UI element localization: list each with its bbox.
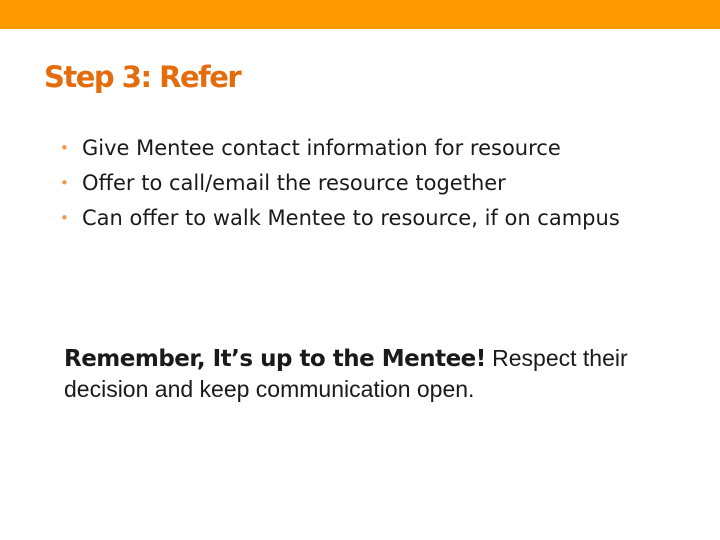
closing-note-text: Respect their decision and keep communication open. bbox=[64, 345, 628, 402]
bullet-icon: • bbox=[60, 209, 69, 227]
closing-note bbox=[64, 343, 704, 405]
bullet-text: Offer to call/email the resource together bbox=[82, 171, 506, 195]
bullet-text: Can offer to walk Mentee to resource, if on campus bbox=[82, 206, 620, 230]
bullet-text: Give Mentee contact information for resource bbox=[82, 136, 561, 160]
bullet-icon: • bbox=[60, 174, 69, 192]
bullet-item bbox=[56, 134, 696, 162]
bullet-item bbox=[56, 204, 696, 232]
top-accent-bar bbox=[0, 0, 720, 29]
bullet-item bbox=[56, 169, 696, 197]
closing-note-emphasis: Remember, It’s up to the Mentee! bbox=[64, 346, 486, 372]
bullet-icon: • bbox=[60, 139, 69, 157]
slide-title: Step 3: Refer bbox=[44, 60, 241, 94]
bullet-list bbox=[56, 134, 696, 239]
